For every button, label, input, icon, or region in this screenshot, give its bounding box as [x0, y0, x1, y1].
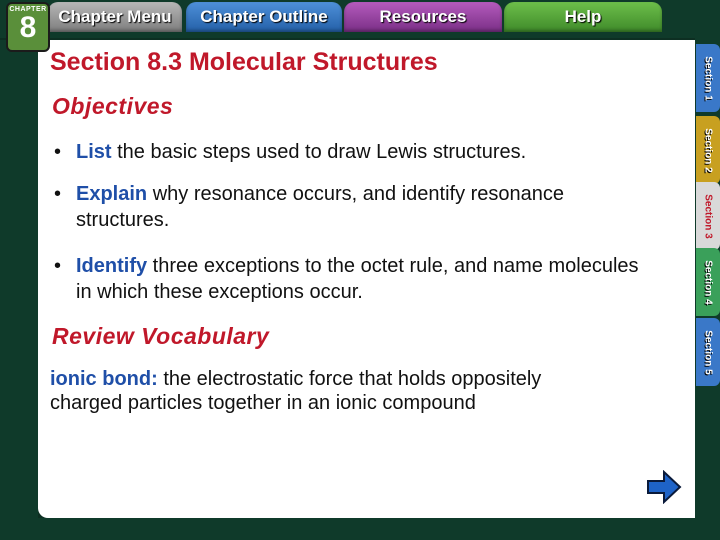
left-border: [0, 40, 38, 540]
chapter-number: 8: [19, 11, 37, 44]
objective-text: the basic steps used to draw Lewis structures.: [111, 141, 527, 163]
section-tab-2[interactable]: [696, 116, 720, 184]
section-tab-2-label: Section 2: [702, 127, 714, 173]
slide-title: Section 8.3 Molecular Structures: [50, 48, 438, 76]
bottom-border: [0, 518, 720, 540]
objective-keyword: Explain: [76, 183, 148, 205]
vocab-definition-text: the electrostatic force that holds oppositely charged particles together in an ionic compound: [50, 368, 542, 414]
section-tab-5-label: Section 5: [702, 329, 714, 375]
objective-item: • Explain why resonance occurs, and identify resonance structures.: [54, 183, 565, 231]
chapter-label: CHAPTER: [9, 6, 47, 13]
objective-keyword: Identify: [76, 255, 148, 277]
objective-item: • Identify three exceptions to the octet rule, and name molecules in which these exceptions occur.: [54, 255, 639, 303]
vocab-term: ionic bond:: [50, 368, 158, 390]
vocab-definition: [50, 367, 590, 415]
review-vocabulary-heading: Review Vocabulary: [52, 323, 270, 349]
tab-help[interactable]: Help: [504, 2, 662, 32]
tab-chapter-menu[interactable]: Chapter Menu: [48, 2, 182, 32]
section-tab-1-label: Section 1: [702, 55, 714, 101]
section-tab-4-label: Section 4: [702, 259, 714, 305]
section-tab-5[interactable]: [696, 318, 720, 386]
chapter-badge: [6, 2, 50, 52]
section-tab-3[interactable]: [696, 182, 720, 250]
objective-item: • List the basic steps used to draw Lewis structures.: [54, 141, 527, 163]
section-tab-4[interactable]: [696, 248, 720, 316]
section-tab-3-label: Section 3: [702, 193, 714, 239]
objective-text: why resonance occurs, and identify resonance structures.: [76, 183, 565, 231]
next-arrow-icon[interactable]: [646, 470, 682, 504]
tab-chapter-outline[interactable]: Chapter Outline: [186, 2, 342, 32]
objective-text: three exceptions to the octet rule, and name molecules in which these exceptions occur.: [76, 255, 639, 303]
tab-resources[interactable]: Resources: [344, 2, 502, 32]
section-tab-1[interactable]: [696, 44, 720, 112]
objective-keyword: List: [76, 141, 112, 163]
objectives-heading: Objectives: [52, 93, 174, 119]
